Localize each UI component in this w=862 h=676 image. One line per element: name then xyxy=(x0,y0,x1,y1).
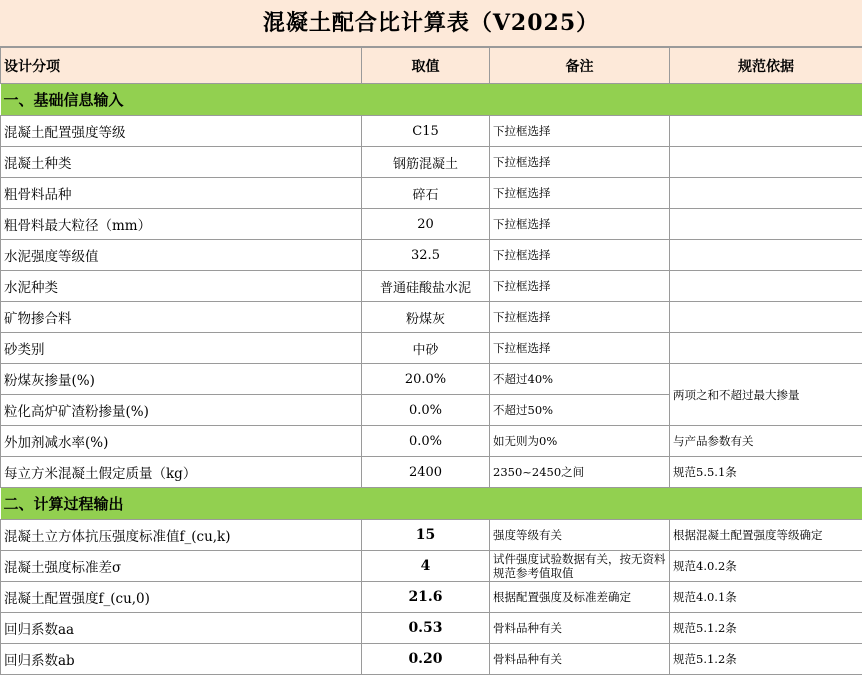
row-value-input[interactable]: 2400 xyxy=(362,457,490,488)
row-basis[interactable]: 规范5.5.1条 xyxy=(670,457,862,488)
table-row xyxy=(1,271,862,302)
header-note[interactable]: 备注 xyxy=(490,48,670,84)
table-row xyxy=(1,209,862,240)
row-note[interactable]: 不超过50% xyxy=(490,395,670,426)
row-value-input[interactable]: 0.0% xyxy=(362,395,490,426)
row-basis[interactable] xyxy=(670,271,862,302)
header-row xyxy=(1,48,862,84)
row-label[interactable]: 混凝土配置强度等级 xyxy=(1,116,362,147)
row-basis[interactable] xyxy=(670,302,862,333)
table-row xyxy=(1,644,862,675)
row-value-computed[interactable]: 0.20 xyxy=(362,644,490,675)
row-label[interactable]: 回归系数ab xyxy=(1,644,362,675)
row-basis[interactable]: 规范4.0.2条 xyxy=(670,551,862,582)
row-note[interactable]: 强度等级有关 xyxy=(490,520,670,551)
row-basis[interactable] xyxy=(670,333,862,364)
row-basis[interactable] xyxy=(670,147,862,178)
row-note[interactable]: 下拉框选择 xyxy=(490,209,670,240)
table-row xyxy=(1,364,862,395)
row-value-computed[interactable]: 21.6 xyxy=(362,582,490,613)
row-note[interactable]: 下拉框选择 xyxy=(490,147,670,178)
row-basis[interactable] xyxy=(670,178,862,209)
row-label[interactable]: 粗骨料最大粒径（mm） xyxy=(1,209,362,240)
header-basis[interactable]: 规范依据 xyxy=(670,48,862,84)
table-row xyxy=(1,457,862,488)
row-label[interactable]: 混凝土强度标准差σ xyxy=(1,551,362,582)
row-label[interactable]: 回归系数aa xyxy=(1,613,362,644)
table-row xyxy=(1,302,862,333)
row-note[interactable]: 下拉框选择 xyxy=(490,302,670,333)
row-note[interactable]: 骨料品种有关 xyxy=(490,644,670,675)
table-row xyxy=(1,426,862,457)
row-label[interactable]: 混凝土立方体抗压强度标准值f_(cu,k) xyxy=(1,520,362,551)
row-value-dropdown[interactable]: 20 xyxy=(362,209,490,240)
row-value-computed[interactable]: 15 xyxy=(362,520,490,551)
section-row-input xyxy=(1,84,862,116)
row-basis[interactable] xyxy=(670,240,862,271)
section-title-output[interactable]: 二、计算过程输出 xyxy=(1,488,862,520)
section-row-output xyxy=(1,488,862,520)
row-value-input[interactable]: 20.0% xyxy=(362,364,490,395)
row-value-dropdown[interactable]: 钢筋混凝土 xyxy=(362,147,490,178)
table-row xyxy=(1,520,862,551)
row-note[interactable]: 如无则为0% xyxy=(490,426,670,457)
row-note[interactable]: 试件强度试验数据有关，按无资料规范参考值取值 xyxy=(490,551,670,582)
row-label[interactable]: 粗骨料品种 xyxy=(1,178,362,209)
row-label[interactable]: 粉煤灰掺量(%) xyxy=(1,364,362,395)
table-row xyxy=(1,333,862,364)
row-label[interactable]: 水泥强度等级值 xyxy=(1,240,362,271)
row-value-dropdown[interactable]: 粉煤灰 xyxy=(362,302,490,333)
header-item[interactable]: 设计分项 xyxy=(1,48,362,84)
row-note[interactable]: 2350~2450之间 xyxy=(490,457,670,488)
table-row xyxy=(1,582,862,613)
row-basis[interactable] xyxy=(670,209,862,240)
table-row xyxy=(1,551,862,582)
table-row xyxy=(1,613,862,644)
row-basis[interactable]: 与产品参数有关 xyxy=(670,426,862,457)
row-basis-merged[interactable]: 两项之和不超过最大掺量 xyxy=(670,364,862,426)
row-value-dropdown[interactable]: 普通硅酸盐水泥 xyxy=(362,271,490,302)
row-label[interactable]: 混凝土配置强度f_(cu,0) xyxy=(1,582,362,613)
mix-ratio-table xyxy=(0,47,862,675)
table-row xyxy=(1,147,862,178)
row-label[interactable]: 矿物掺合料 xyxy=(1,302,362,333)
row-label[interactable]: 混凝土种类 xyxy=(1,147,362,178)
row-label[interactable]: 砂类别 xyxy=(1,333,362,364)
row-note[interactable]: 下拉框选择 xyxy=(490,116,670,147)
header-value[interactable]: 取值 xyxy=(362,48,490,84)
row-note[interactable]: 下拉框选择 xyxy=(490,178,670,209)
row-value-computed[interactable]: 0.53 xyxy=(362,613,490,644)
row-note[interactable]: 根据配置强度及标准差确定 xyxy=(490,582,670,613)
row-value-computed[interactable]: 4 xyxy=(362,551,490,582)
row-note[interactable]: 骨料品种有关 xyxy=(490,613,670,644)
row-note[interactable]: 下拉框选择 xyxy=(490,333,670,364)
row-note[interactable]: 下拉框选择 xyxy=(490,271,670,302)
row-basis[interactable] xyxy=(670,116,862,147)
row-label[interactable]: 外加剂减水率(%) xyxy=(1,426,362,457)
row-note[interactable]: 下拉框选择 xyxy=(490,240,670,271)
table-row xyxy=(1,240,862,271)
sheet-title: 混凝土配合比计算表（V2025） xyxy=(0,0,862,47)
row-basis[interactable]: 规范4.0.1条 xyxy=(670,582,862,613)
row-basis[interactable]: 规范5.1.2条 xyxy=(670,613,862,644)
row-value-dropdown[interactable]: C15 xyxy=(362,116,490,147)
row-label[interactable]: 水泥种类 xyxy=(1,271,362,302)
row-value-dropdown[interactable]: 中砂 xyxy=(362,333,490,364)
table-row xyxy=(1,178,862,209)
table-row xyxy=(1,116,862,147)
row-label[interactable]: 粒化高炉矿渣粉掺量(%) xyxy=(1,395,362,426)
row-value-dropdown[interactable]: 碎石 xyxy=(362,178,490,209)
row-value-input[interactable]: 0.0% xyxy=(362,426,490,457)
row-note[interactable]: 不超过40% xyxy=(490,364,670,395)
row-value-dropdown[interactable]: 32.5 xyxy=(362,240,490,271)
row-basis[interactable]: 规范5.1.2条 xyxy=(670,644,862,675)
row-label[interactable]: 每立方米混凝土假定质量（kg） xyxy=(1,457,362,488)
row-basis[interactable]: 根据混凝土配置强度等级确定 xyxy=(670,520,862,551)
section-title-input[interactable]: 一、基础信息输入 xyxy=(1,84,862,116)
